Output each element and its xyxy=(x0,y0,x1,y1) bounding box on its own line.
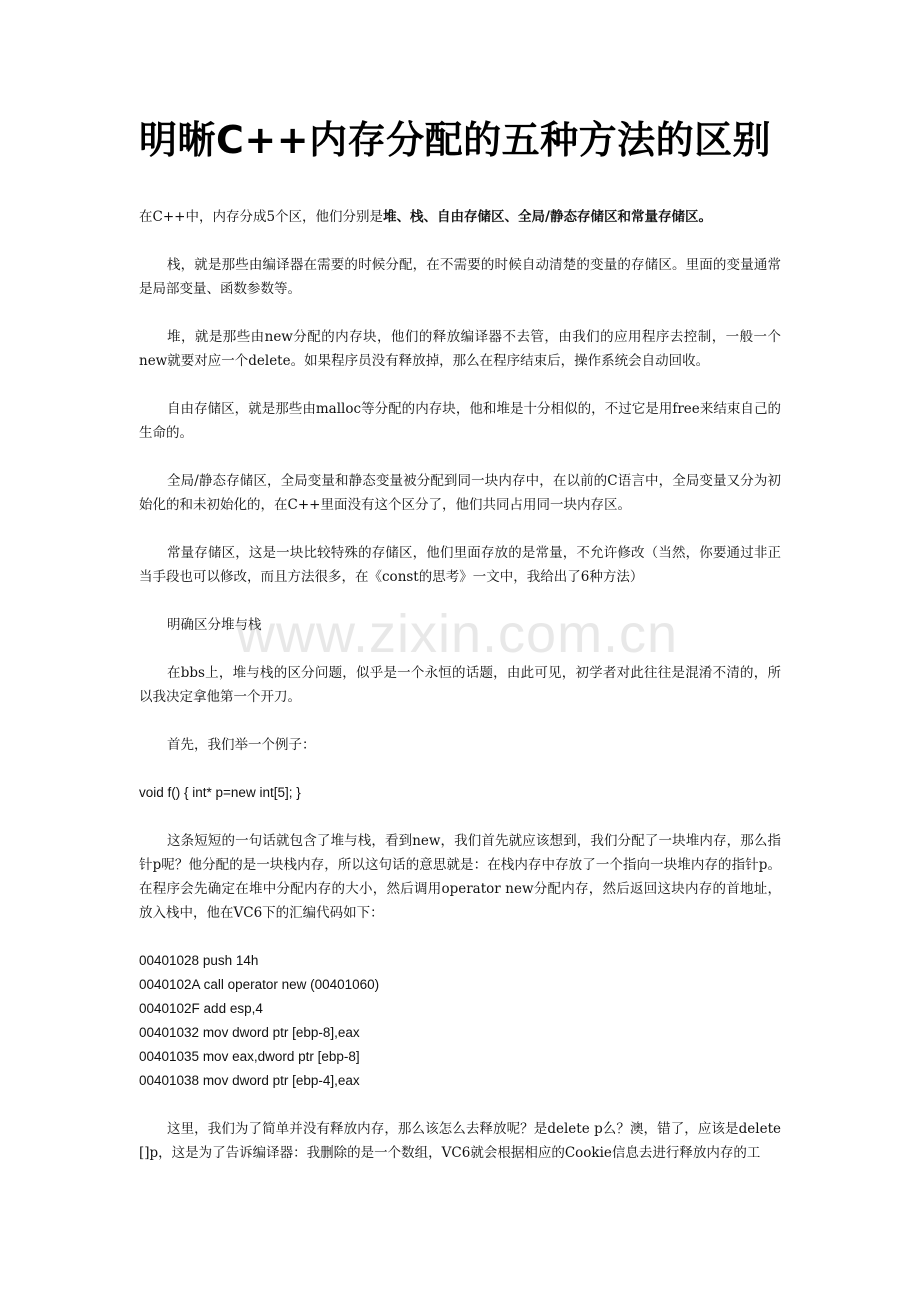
section-heading-heap-vs-stack: 明确区分堆与栈 xyxy=(167,617,262,633)
code-example: void f() { int* p=new int[5]; } xyxy=(139,785,301,800)
page-title: 明晰C++内存分配的五种方法的区别 xyxy=(139,118,772,162)
intro-bold-text: 堆、栈、自由存储区、全局/静态存储区和常量存储区。 xyxy=(383,209,712,225)
watermark: www.zixin.com.cn xyxy=(236,604,679,664)
assembly-listing xyxy=(139,949,781,1093)
paragraph-explanation: 这条短短的一句话就包含了堆与栈，看到new，我们首先就应该想到，我们分配了一块堆内存，那么指针p呢？他分配的是一块栈内存，所以这句话的意思就是：在栈内存中存放了一个指向一块堆内存的指针p。在程序会先确定在堆中分配内存的大小，然后调用operator new分配内存，然后返回这块内存的首地址，放入栈中，他在VC6下的汇编代码如下： xyxy=(139,833,781,921)
paragraph-bbs: 在bbs上，堆与栈的区分问题，似乎是一个永恒的话题，由此可见，初学者对此往往是混淆不清的，所以我决定拿他第一个开刀。 xyxy=(139,665,781,705)
paragraph-free-store: 自由存储区，就是那些由malloc等分配的内存块，他和堆是十分相似的，不过它是用free来结束自己的生命的。 xyxy=(139,401,781,441)
assembly-line: 0040102A call operator new (00401060) xyxy=(139,977,380,992)
paragraph-stack: 栈，就是那些由编译器在需要的时候分配，在不需要的时候自动清楚的变量的存储区。里面的变量通常是局部变量、函数参数等。 xyxy=(139,257,781,297)
paragraph-heap: 堆，就是那些由new分配的内存块，他们的释放编译器不去管，由我们的应用程序去控制，一般一个new就要对应一个delete。如果程序员没有释放掉，那么在程序结束后，操作系统会自动回收。 xyxy=(139,329,781,369)
paragraph-example-intro: 首先，我们举一个例子： xyxy=(167,737,316,753)
assembly-line: 00401032 mov dword ptr [ebp-8],eax xyxy=(139,1025,360,1040)
assembly-line: 0040102F add esp,4 xyxy=(139,1001,263,1016)
paragraph-constant-store: 常量存储区，这是一块比较特殊的存储区，他们里面存放的是常量，不允许修改（当然，你要通过非正当手段也可以修改，而且方法很多，在《const的思考》一文中，我给出了6种方法） xyxy=(139,545,781,585)
assembly-line: 00401038 mov dword ptr [ebp-4],eax xyxy=(139,1073,360,1088)
assembly-line: 00401028 push 14h xyxy=(139,953,259,968)
intro-text: 在C++中，内存分成5个区，他们分别是 xyxy=(139,209,384,225)
paragraph-closing: 这里，我们为了简单并没有释放内存，那么该怎么去释放呢？是delete p么？澳，错了，应该是delete []p，这是为了告诉编译器：我删除的是一个数组，VC6就会根据相应的Cookie信息去进行释放内存的工 xyxy=(139,1121,781,1161)
paragraph-global-static: 全局/静态存储区，全局变量和静态变量被分配到同一块内存中，在以前的C语言中，全局变量又分为初始化的和未初始化的，在C++里面没有这个区分了，他们共同占用同一块内存区。 xyxy=(139,473,781,513)
assembly-line: 00401035 mov eax,dword ptr [ebp-8] xyxy=(139,1049,360,1064)
article-body xyxy=(139,205,781,1165)
intro-paragraph xyxy=(139,205,781,229)
